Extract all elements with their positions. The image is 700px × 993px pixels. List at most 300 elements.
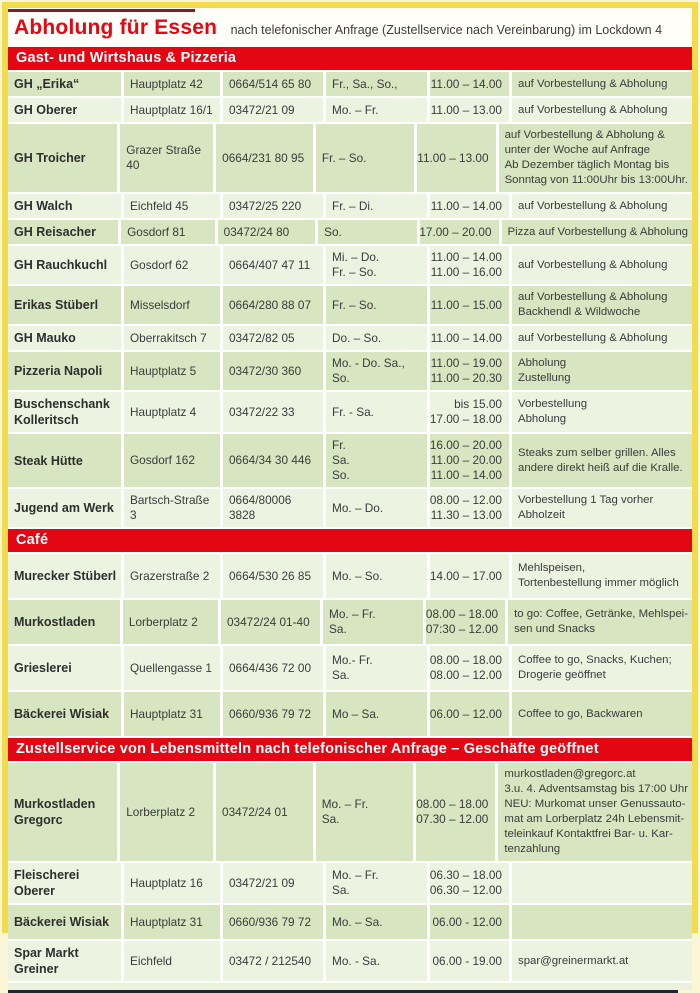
name-text: GH Walch — [14, 199, 73, 213]
address-text: Hauptplatz 42 — [130, 76, 203, 91]
address-text: Oberrakitsch 7 — [130, 330, 207, 345]
notes-line: Coffee to go, Backwaren — [518, 707, 643, 720]
cell-times — [430, 489, 512, 527]
cell-name — [8, 98, 124, 122]
cell-notes — [512, 905, 692, 939]
section-banner: Gast- und Wirtshaus & Pizzeria — [8, 47, 692, 70]
notes-line: auf Vorbestellung & Abholung & — [504, 129, 665, 141]
cell-days — [326, 941, 430, 981]
name-text: Fleischerei Oberer — [14, 868, 80, 898]
cell-name — [8, 600, 123, 644]
cell-address — [120, 124, 216, 192]
address-text: Eichfeld — [130, 953, 172, 968]
cell-phone — [223, 352, 326, 390]
days-line: Mo. – So. — [332, 568, 383, 583]
cell-days — [326, 434, 430, 487]
cell-phone — [223, 646, 326, 690]
cell-address — [124, 392, 223, 432]
cell-days — [326, 692, 430, 736]
times-line: 06.30 – 12.00 — [429, 883, 502, 897]
table-row — [8, 286, 692, 326]
days-line: Do. – So. — [332, 330, 382, 345]
times-line: 08.00 – 18.00 — [429, 653, 502, 667]
notes-line: Steaks zum selber grillen. Alles — [518, 446, 676, 459]
table-row — [8, 941, 692, 983]
name-text: Bäckerei Wisiak — [14, 915, 110, 929]
table-row — [8, 692, 692, 738]
phone-text: 0664/34 30 446 — [229, 453, 312, 467]
days-line: Sa. — [332, 668, 350, 682]
cell-phone — [223, 246, 326, 284]
cell-name — [8, 863, 124, 903]
cell-notes — [512, 692, 692, 736]
times-line: 11.00 – 14.00 — [430, 330, 502, 345]
table-row — [8, 72, 692, 98]
times-line: 11.00 – 13.00 — [430, 102, 502, 117]
phone-text: 03472/30 360 — [229, 363, 302, 378]
table-row — [8, 600, 692, 646]
table-row — [8, 646, 692, 692]
notes-line: Drogerie geöffnet — [518, 669, 606, 681]
cell-notes — [512, 326, 692, 350]
times-line: 11.00 – 13.00 — [417, 150, 489, 165]
days-line: Mo. – Fr. — [329, 607, 376, 621]
cell-address — [124, 194, 223, 218]
notes-line: sen und Snacks — [514, 623, 596, 635]
cell-notes — [499, 124, 692, 192]
times-line: 11.00 – 14.00 — [430, 468, 502, 482]
name-text: Erikas Stüberl — [14, 298, 99, 312]
cell-address — [120, 763, 216, 861]
address-text: Lorberplatz 2 — [128, 614, 198, 629]
notes-line: unter der Woche auf Anfrage — [504, 144, 650, 156]
address-text: Eichfeld 45 — [130, 198, 189, 213]
times-line: 08.00 – 12.00 — [429, 668, 502, 682]
table-row — [8, 124, 692, 194]
address-text: Bartsch-Straße 3 — [130, 493, 210, 522]
cell-address — [124, 434, 223, 487]
cell-days — [316, 124, 417, 192]
phone-text: 0660/936 79 72 — [229, 706, 312, 721]
cell-phone — [223, 286, 326, 324]
days-line: So. — [332, 468, 350, 482]
cell-address — [124, 72, 223, 96]
cell-times — [420, 220, 502, 244]
days-line: Mo. – Do. — [332, 500, 384, 515]
times-line: 11.00 – 14.00 — [430, 250, 502, 264]
cell-name — [8, 692, 124, 736]
cell-name — [8, 941, 124, 981]
notes-line: Pizza auf Vorbestellung & Abholung — [507, 225, 688, 238]
cell-phone — [223, 392, 326, 432]
cell-name — [8, 72, 124, 96]
notes-line: Abholzeit — [518, 509, 565, 521]
cell-notes — [512, 246, 692, 284]
notes-line: Tortenbestellung immer möglich — [518, 577, 679, 589]
times-line: 11.00 – 14.00 — [430, 76, 502, 91]
days-line: Mo. – Fr. — [321, 797, 369, 811]
name-text: Steak Hütte — [14, 453, 83, 468]
cell-notes — [512, 98, 692, 122]
cell-name — [8, 246, 124, 284]
cell-days — [326, 286, 430, 324]
cell-name — [8, 194, 124, 218]
notes-line: Abholung — [518, 413, 567, 425]
notes-line: to go: Coffee, Getränke, Mehlspei- — [514, 608, 688, 620]
times-line: 08.00 – 18.00 — [416, 797, 489, 811]
notes-line: auf Vorbestellung & Abholung — [518, 199, 668, 212]
times-line: 06.00 – 12.00 — [429, 706, 502, 721]
days-line: Fr. – So. — [321, 150, 367, 165]
table-row — [8, 326, 692, 352]
cell-notes — [512, 863, 692, 903]
cell-notes — [512, 646, 692, 690]
cell-address — [124, 554, 223, 598]
times-line: 11.00 – 20.00 — [430, 453, 502, 467]
days-line: Fr. - Sa. — [332, 404, 374, 419]
times-line: 17.00 – 18.00 — [429, 412, 502, 426]
table-row — [8, 905, 692, 941]
phone-text: 03472/25 220 — [229, 198, 302, 213]
notes-line: Vorbestellung 1 Tag vorher — [518, 494, 654, 506]
cell-times — [430, 246, 512, 284]
cell-name — [8, 124, 120, 192]
times-line: 16.00 – 20.00 — [429, 438, 502, 452]
cell-address — [123, 600, 221, 644]
page-subtitle: nach telefonischer Anfrage (Zustellservice nach Vereinbarung) im Lockdown 4 — [230, 23, 663, 37]
days-line: Fr. – Di. — [332, 198, 374, 213]
notes-line: andere direkt heiß auf die Kralle. — [518, 461, 683, 474]
name-text: GH Rauchkuchl — [14, 258, 108, 272]
times-line: 08.00 – 12.00 — [429, 493, 502, 507]
phone-text: 0664/514 65 80 — [229, 76, 312, 91]
notes-line: Abholung — [518, 357, 567, 369]
address-text: Hauptplatz 4 — [130, 404, 197, 419]
phone-text: 03472/82 05 — [229, 330, 295, 345]
cell-days — [326, 646, 430, 690]
cell-times — [430, 905, 512, 939]
times-line: bis 15.00 — [454, 397, 502, 411]
cell-days — [326, 352, 430, 390]
name-text: Bäckerei Wisiak — [14, 707, 110, 721]
cell-phone — [223, 554, 326, 598]
bottom-strip — [8, 983, 692, 990]
cell-address — [124, 326, 223, 350]
cell-notes — [512, 434, 692, 487]
cell-name — [8, 352, 124, 390]
address-text: Gosdorf 62 — [130, 257, 189, 272]
cell-times — [430, 352, 512, 390]
name-text: GH Oberer — [14, 103, 78, 117]
name-text: Murkostladen Gregorc — [14, 797, 96, 827]
times-line: 11.00 – 16.00 — [430, 265, 502, 279]
phone-text: 0664/436 72 00 — [229, 660, 312, 675]
name-text: GH Troicher — [14, 151, 86, 165]
cell-notes — [512, 286, 692, 324]
cell-times — [430, 434, 512, 487]
cell-phone — [223, 326, 326, 350]
cell-address — [124, 905, 223, 939]
address-text: Hauptplatz 31 — [130, 914, 203, 929]
cell-times — [430, 646, 512, 690]
address-text: Hauptplatz 5 — [130, 363, 197, 378]
table-row — [8, 220, 692, 246]
days-line: Fr., Sa., So., — [332, 76, 398, 91]
cell-notes — [508, 600, 692, 644]
days-line: Sa. — [332, 453, 350, 467]
phone-text: 0664/407 47 11 — [229, 257, 311, 272]
times-line: 11.00 – 14.00 — [430, 198, 502, 213]
notes-line: spar@greinermarkt.at — [518, 954, 629, 967]
cell-times — [430, 392, 512, 432]
address-text: Grazer Straße 40 — [126, 143, 201, 172]
cell-phone — [221, 600, 323, 644]
cell-address — [124, 692, 223, 736]
cell-phone — [223, 941, 326, 981]
section — [8, 554, 692, 738]
cell-days — [326, 326, 430, 350]
table-row — [8, 352, 692, 392]
cell-phone — [218, 220, 318, 244]
cell-name — [8, 489, 124, 527]
address-text: Quellengasse 1 — [130, 660, 212, 675]
table-row — [8, 98, 692, 124]
days-line: Mi. – Do. — [332, 250, 380, 264]
phone-text: 03472/21 09 — [229, 875, 295, 890]
cell-times — [430, 941, 512, 981]
cell-times — [426, 600, 508, 644]
cell-times — [430, 98, 512, 122]
notes-line: Backhendl & Wildwoche — [518, 306, 641, 318]
days-line: Sa. — [332, 883, 350, 897]
cell-times — [430, 692, 512, 736]
cell-address — [124, 489, 223, 527]
phone-text: 0664/530 26 85 — [229, 568, 312, 583]
cell-times — [430, 863, 512, 903]
cell-name — [8, 326, 124, 350]
cell-phone — [223, 434, 326, 487]
cell-phone — [223, 489, 326, 527]
section — [8, 763, 692, 983]
cell-phone — [216, 763, 316, 861]
cell-name — [8, 220, 121, 244]
cell-times — [417, 124, 499, 192]
cell-address — [121, 220, 218, 244]
cell-name — [8, 434, 124, 487]
cell-name — [8, 554, 124, 598]
table-row — [8, 392, 692, 434]
address-text: Hauptplatz 16 — [130, 875, 203, 890]
times-line: 07.30 – 12.00 — [416, 812, 489, 826]
days-line: Fr. — [332, 438, 346, 452]
cell-address — [124, 98, 223, 122]
cell-notes — [512, 352, 692, 390]
name-text: GH Mauko — [14, 331, 76, 345]
phone-text: 0664/231 80 95 — [222, 150, 305, 165]
sections — [8, 47, 692, 983]
flyer-sheet — [2, 2, 698, 976]
name-text: Murkostladen — [14, 615, 96, 629]
times-line: 11.00 – 20.30 — [430, 371, 502, 385]
cell-phone — [223, 98, 326, 122]
cell-days — [318, 220, 419, 244]
name-text: Buschenschank Kolleritsch — [14, 397, 110, 427]
days-line: Mo – Sa. — [332, 706, 380, 721]
notes-line: Mehlspeisen, — [518, 562, 586, 574]
section — [8, 72, 692, 529]
address-text: Lorberplatz 2 — [126, 804, 196, 819]
address-text: Misselsdorf — [130, 297, 190, 312]
cell-notes — [512, 72, 692, 96]
phone-text: 03472/21 09 — [229, 102, 295, 117]
notes-line: auf Vorbestellung & Abholung — [518, 258, 668, 271]
cell-phone — [223, 194, 326, 218]
cell-times — [430, 194, 512, 218]
cell-name — [8, 646, 124, 690]
cell-notes — [512, 489, 692, 527]
notes-line: Vorbestellung — [518, 398, 588, 410]
table-row — [8, 489, 692, 529]
times-line: 06.00 - 12.00 — [432, 914, 502, 929]
section-banner: Zustellservice von Lebensmitteln nach telefonischer Anfrage – Geschäfte geöffnet — [8, 738, 692, 761]
name-text: Spar Markt Greiner — [14, 946, 79, 976]
phone-text: 03472/22 33 — [229, 404, 295, 419]
notes-line: auf Vorbestellung & Abholung — [518, 291, 668, 303]
cell-notes — [512, 194, 692, 218]
name-text: GH „Erika“ — [14, 77, 80, 91]
notes-line: 3.u. 4. Adventsamstag bis 17:00 Uhr — [504, 783, 688, 795]
address-text: Gosdorf 81 — [127, 224, 186, 239]
phone-text: 0660/936 79 72 — [229, 914, 312, 929]
table-row — [8, 194, 692, 220]
times-line: 08.00 – 18.00 — [425, 607, 499, 621]
cell-name — [8, 905, 124, 939]
days-line: Sa. — [329, 622, 347, 636]
cell-days — [326, 905, 430, 939]
notes-line: Zustellung — [518, 372, 571, 384]
times-line: 06.30 – 18.00 — [429, 868, 502, 882]
cell-address — [124, 352, 223, 390]
phone-text: 03472/24 80 — [223, 224, 290, 239]
cell-notes — [498, 763, 692, 861]
days-line: Fr. – So. — [332, 265, 377, 279]
address-text: Hauptplatz 16/1 — [130, 102, 213, 117]
notes-line: tenzahlung — [504, 843, 561, 855]
cell-address — [124, 941, 223, 981]
name-text: GH Reisacher — [14, 225, 96, 239]
name-text: Murecker Stüberl — [14, 569, 117, 583]
notes-line: murkostladen@gregorc.at — [504, 768, 636, 780]
days-line: Mo. - Do. Sa., So. — [332, 356, 405, 385]
table-row — [8, 434, 692, 489]
times-line: 17.00 – 20.00 — [419, 224, 492, 239]
days-line: Mo. – Fr. — [332, 102, 379, 117]
cell-notes — [512, 554, 692, 598]
notes-line: mat am Lorberplatz 24h Lebensmit- — [504, 813, 685, 825]
notes-line: NEU: Murkomat unser Genussauto- — [504, 798, 686, 810]
cell-address — [124, 286, 223, 324]
cell-times — [430, 72, 512, 96]
times-line: 11.00 – 19.00 — [430, 356, 502, 370]
cell-phone — [223, 72, 326, 96]
cell-days — [326, 194, 430, 218]
cell-days — [326, 554, 430, 598]
days-line: So. — [324, 224, 342, 239]
days-line: Mo.- Fr. — [332, 653, 373, 667]
cell-times — [430, 326, 512, 350]
days-line: Sa. — [321, 812, 340, 826]
times-line: 06.00 - 19.00 — [432, 953, 502, 968]
name-text: Jugend am Werk — [14, 501, 114, 515]
table-row — [8, 554, 692, 600]
cell-phone — [223, 905, 326, 939]
days-line: Mo. – Sa. — [332, 914, 383, 929]
cell-notes — [512, 392, 692, 432]
cell-phone — [223, 692, 326, 736]
name-text: Grieslerei — [14, 661, 72, 675]
cell-times — [430, 286, 512, 324]
address-text: Grazerstraße 2 — [130, 568, 210, 583]
cell-times — [416, 763, 498, 861]
cell-address — [124, 863, 223, 903]
address-text: Hauptplatz 31 — [130, 706, 203, 721]
times-line: 11.30 – 13.00 — [430, 508, 502, 522]
cell-name — [8, 286, 124, 324]
days-line: Mo. – Fr. — [332, 868, 379, 882]
notes-line: auf Vorbestellung & Abholung — [518, 331, 668, 344]
days-line: Fr. – So. — [332, 297, 377, 312]
times-line: 07:30 – 12.00 — [425, 622, 499, 636]
cell-days — [326, 489, 430, 527]
cell-name — [8, 763, 120, 861]
cell-notes — [512, 941, 692, 981]
notes-line: Coffee to go, Snacks, Kuchen; — [518, 654, 672, 666]
cell-phone — [216, 124, 316, 192]
notes-line: teleinkauf Kontaktfrei Bar- u. Kar- — [504, 828, 673, 840]
phone-text: 03472/24 01 — [222, 804, 288, 819]
table-row — [8, 246, 692, 286]
phone-text: 03472 / 212540 — [229, 953, 312, 968]
cell-times — [430, 554, 512, 598]
cell-address — [124, 646, 223, 690]
cell-phone — [223, 863, 326, 903]
times-line: 14.00 – 17.00 — [429, 568, 502, 583]
name-text: Pizzeria Napoli — [14, 364, 103, 378]
cell-days — [323, 600, 426, 644]
cell-name — [8, 392, 124, 432]
address-text: Gosdorf 162 — [130, 453, 195, 467]
cell-days — [326, 246, 430, 284]
cell-days — [326, 72, 430, 96]
table-row — [8, 863, 692, 905]
cell-days — [326, 98, 430, 122]
notes-line: auf Vorbestellung & Abholung — [518, 103, 668, 116]
page-title: Abholung für Essen — [14, 16, 218, 39]
cell-days — [326, 863, 430, 903]
phone-text: 0664/280 88 07 — [229, 297, 312, 312]
page-header — [8, 12, 692, 47]
cell-notes — [502, 220, 692, 244]
cell-days — [316, 763, 417, 861]
phone-text: 0664/80006 3828 — [229, 493, 292, 522]
cell-days — [326, 392, 430, 432]
notes-line: auf Vorbestellung & Abholung — [518, 77, 668, 90]
phone-text: 03472/24 01-40 — [227, 614, 310, 629]
section-banner: Café — [8, 529, 692, 552]
cell-address — [124, 246, 223, 284]
days-line: Mo. - Sa. — [332, 953, 380, 968]
notes-line: Ab Dezember täglich Montag bis — [504, 159, 670, 171]
